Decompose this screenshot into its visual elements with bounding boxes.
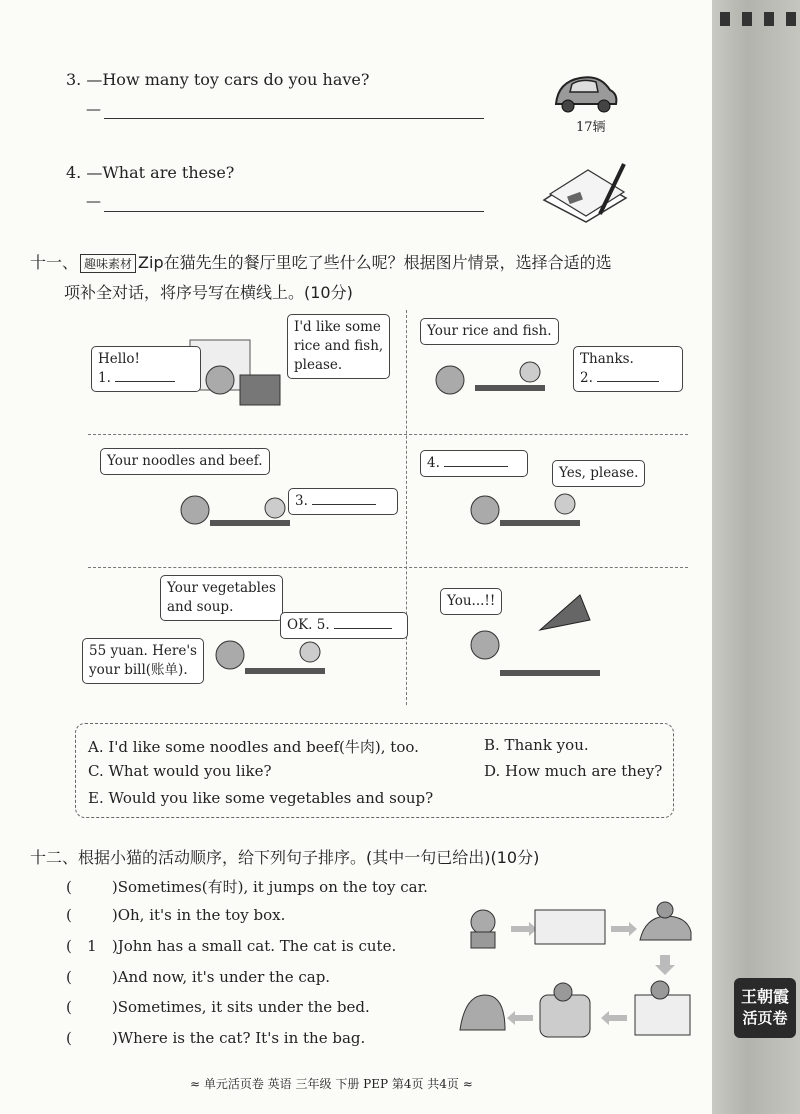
bubble-p4-blank [420, 450, 528, 477]
logo-line2: 活页卷 [742, 1009, 788, 1027]
bubble-p2-thanks [573, 346, 683, 392]
q3-prompt: 3. —How many toy cars do you have? [66, 70, 370, 89]
p5-veg-l1: Your vegetables [167, 580, 276, 596]
bubble-p1-order [287, 314, 390, 379]
bubble-p5-bill [82, 638, 204, 684]
bubble-p4-yes: Yes, please. [552, 460, 645, 487]
logo-line1: 王朝霞 [740, 987, 789, 1006]
cat-sequence-illustration [455, 900, 725, 1050]
blank-1[interactable] [115, 381, 175, 382]
p5-bill-l1: 55 yuan. Here's [89, 643, 197, 659]
s11-instruction-2: 项补全对话，将序号写在横线上。(10分) [64, 283, 353, 302]
s11-number: 十一、 [30, 253, 79, 272]
sentence-text: )And now, it's under the cap. [111, 968, 331, 986]
q3-answer-line[interactable] [104, 118, 484, 119]
page-footer: ≈ 单元活页卷 英语 三年级 下册 PEP 第4页 共4页 ≈ [190, 1077, 473, 1091]
blank-5[interactable] [334, 628, 392, 629]
bubble-p1-hello [91, 346, 201, 392]
bubble-p5-ok [280, 612, 408, 639]
grid-divider-h1 [88, 434, 688, 435]
binding-strip [712, 0, 800, 1114]
p5-bill-l2: your bill(账单). [89, 662, 188, 678]
order-paren: ( [66, 968, 72, 986]
q3-dash: — [86, 100, 101, 118]
sentence-text: )Where is the cat? It's in the bag. [111, 1029, 366, 1047]
car-count-label: 17辆 [576, 120, 606, 135]
s11-heading [30, 250, 612, 273]
panel2-scene [420, 350, 560, 410]
panel3-scene [165, 480, 305, 550]
p4-blank-label: 4. [427, 455, 440, 471]
s11-instruction-1: Zip在猫先生的餐厅里吃了些什么呢？根据图片情景，选择合适的选 [138, 253, 612, 272]
blank-2[interactable] [597, 381, 659, 382]
sentence-row [66, 906, 285, 924]
option-d: D. How much are they? [484, 762, 663, 780]
sentence-text: )Oh, it's in the toy box. [111, 906, 286, 924]
sentence-row [66, 1029, 365, 1047]
order-paren: ( [66, 937, 72, 955]
toy-car-icon [552, 70, 622, 115]
p1-order-l2: rice and fish, [294, 338, 384, 354]
order-number-input[interactable]: 1 [87, 937, 97, 955]
p1-blank: 1. [98, 369, 194, 388]
order-paren: ( [66, 906, 72, 924]
bubble-p5-veg [160, 575, 283, 621]
sentence-text: )John has a small cat. The cat is cute. [111, 937, 397, 955]
q4-prompt: 4. —What are these? [66, 163, 235, 182]
p1-hello-text: Hello! [98, 351, 140, 367]
brand-logo [734, 978, 796, 1038]
order-paren: ( [66, 1029, 72, 1047]
q4-dash: — [86, 192, 101, 210]
bubble-p3-noodles: Your noodles and beef. [100, 448, 270, 475]
sentence-row [66, 937, 396, 955]
grid-divider-h2 [88, 567, 688, 568]
sentence-row [66, 876, 428, 897]
panel4-scene [455, 480, 595, 550]
sentence-row [66, 968, 330, 986]
paper-pencil-icon [540, 160, 632, 222]
p2-thanks-text: Thanks. [580, 351, 634, 367]
p2-blank-label: 2. [580, 370, 593, 386]
p3-blank-label: 3. [295, 493, 308, 509]
bubble-p3-blank [288, 488, 398, 515]
order-paren: ( [66, 878, 72, 896]
p5-veg-l2: and soup. [167, 599, 234, 615]
order-paren: ( [66, 998, 72, 1016]
bubble-p6-you: You...!! [440, 588, 502, 615]
sentence-text: )Sometimes, it sits under the bed. [111, 998, 370, 1016]
s12-number: 十二、 [30, 848, 79, 867]
p1-order-l1: I'd like some [294, 319, 381, 335]
q4-answer-line[interactable] [104, 211, 484, 212]
panel5-scene [200, 630, 340, 690]
option-a: A. I'd like some noodles and beef(牛肉), too. [88, 738, 419, 756]
option-c: C. What would you like? [88, 762, 272, 780]
sentence-row [66, 998, 370, 1016]
bubble-p2-rice: Your rice and fish. [420, 318, 559, 345]
blank-4[interactable] [444, 466, 508, 467]
option-b: B. Thank you. [484, 736, 589, 754]
sentence-text: )Sometimes(有时), it jumps on the toy car. [111, 878, 428, 896]
option-e: E. Would you like some vegetables and soup? [88, 789, 434, 807]
s12-heading [30, 845, 539, 868]
blank-3[interactable] [312, 504, 376, 505]
s12-instruction: 根据小猫的活动顺序，给下列句子排序。(其中一句已给出)(10分) [78, 848, 540, 867]
p5-ok-text: OK. 5. [287, 617, 330, 633]
grid-divider-v [406, 310, 407, 705]
s11-tag: 趣味素材 [80, 254, 136, 273]
p1-order-l3: please. [294, 357, 343, 373]
